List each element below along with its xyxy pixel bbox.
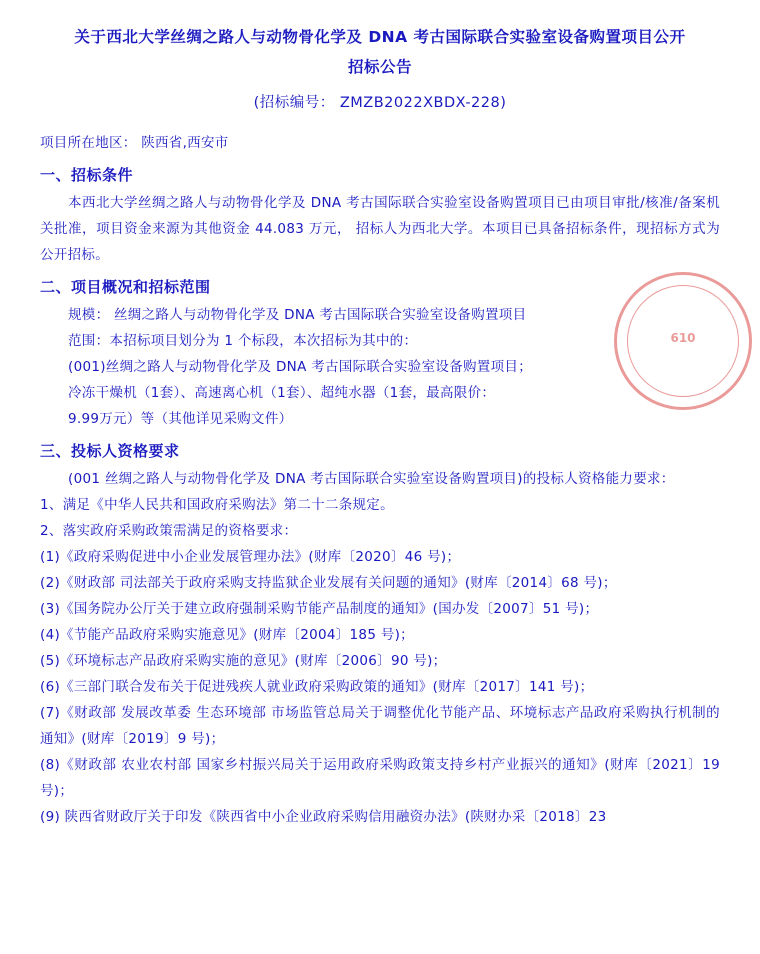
section-3-item-2-6: (6)《三部门联合发布关于促进残疾人就业政府采购政策的通知》(财库〔2017〕141 号)； (40, 679, 594, 695)
section-2-paragraph-3: (001)丝绸之路人与动物骨化学及 DNA 考古国际联合实验室设备购置项目； (68, 359, 533, 375)
section-2-paragraph-5: 9.99万元）等（其他详见采购文件） (68, 411, 293, 427)
section-3-item-2-7: (7)《财政部 发展改革委 生态环境部 市场监管总局关于调整优化节能产品、环境标志产品政府采购执行机制的通知》(财库〔2019〕9 号)； (40, 705, 720, 747)
section-3-item-2-2: (2)《财政部 司法部关于政府采购支持监狱企业发展有关问题的通知》(财库〔2014〕68 号)； (40, 575, 617, 591)
section-3-item-1: 1、满足《中华人民共和国政府采购法》第二十二条规定。 (40, 497, 394, 513)
section-1-paragraph-1: 本西北大学丝绸之路人与动物骨化学及 DNA 考古国际联合实验室设备购置项目已由项目审批/核准/备案机关批准，项目资金来源为其他资金 44.083 万元， 招标人为西北大学。本项目已具备招标条件，现招标方式为公开招标。 (40, 195, 720, 263)
seal-center-text: 610 (670, 331, 696, 345)
section-3-item-2-5: (5)《环境标志产品政府采购实施的意见》(财库〔2006〕90 号)； (40, 653, 447, 669)
section-3-item-2-8: (8)《财政部 农业农村部 国家乡村振兴局关于运用政府采购政策支持乡村产业振兴的通知》(财库〔2021〕19 号)； (40, 757, 720, 799)
section-heading-3: 三、投标人资格要求 (40, 442, 180, 460)
section-2-paragraph-4: 冷冻干燥机（1套）、高速离心机（1套）、超纯水器（1套，最高限价： (68, 385, 496, 401)
section-3-item-2: 2、落实政府采购政策需满足的资格要求： (40, 523, 298, 539)
project-region: 项目所在地区： 陕西省,西安市 (40, 135, 229, 151)
section-heading-2: 二、项目概况和招标范围 (40, 278, 211, 296)
section-3-item-2-1: (1)《政府采购促进中小企业发展管理办法》(财库〔2020〕46 号)； (40, 549, 461, 565)
section-3-item-2-3: (3)《国务院办公厅关于建立政府强制采购节能产品制度的通知》(国办发〔2007〕51 号)； (40, 601, 599, 617)
section-3-item-2-9: (9) 陕西省财政厅关于印发《陕西省中小企业政府采购信用融资办法》(陕财办采〔2018〕23 (40, 809, 607, 825)
section-2-paragraph-1: 规模： 丝绸之路人与动物骨化学及 DNA 考古国际联合实验室设备购置项目 (68, 307, 527, 323)
section-3-item-2-4: (4)《节能产品政府采购实施意见》(财库〔2004〕185 号)； (40, 627, 414, 643)
section-2-paragraph-2: 范围：本招标项目划分为 1 个标段，本次招标为其中的： (68, 333, 418, 349)
section-3-paragraph-1: (001 丝绸之路人与动物骨化学及 DNA 考古国际联合实验室设备购置项目)的投标人资格能力要求： (68, 471, 675, 487)
page-title: 关于西北大学丝绸之路人与动物骨化学及 DNA 考古国际联合实验室设备购置项目公开招标公告 (74, 28, 686, 76)
section-heading-1: 一、招标条件 (40, 166, 134, 184)
tender-number: (招标编号： ZMZB2022XBDX-228) (253, 95, 507, 111)
